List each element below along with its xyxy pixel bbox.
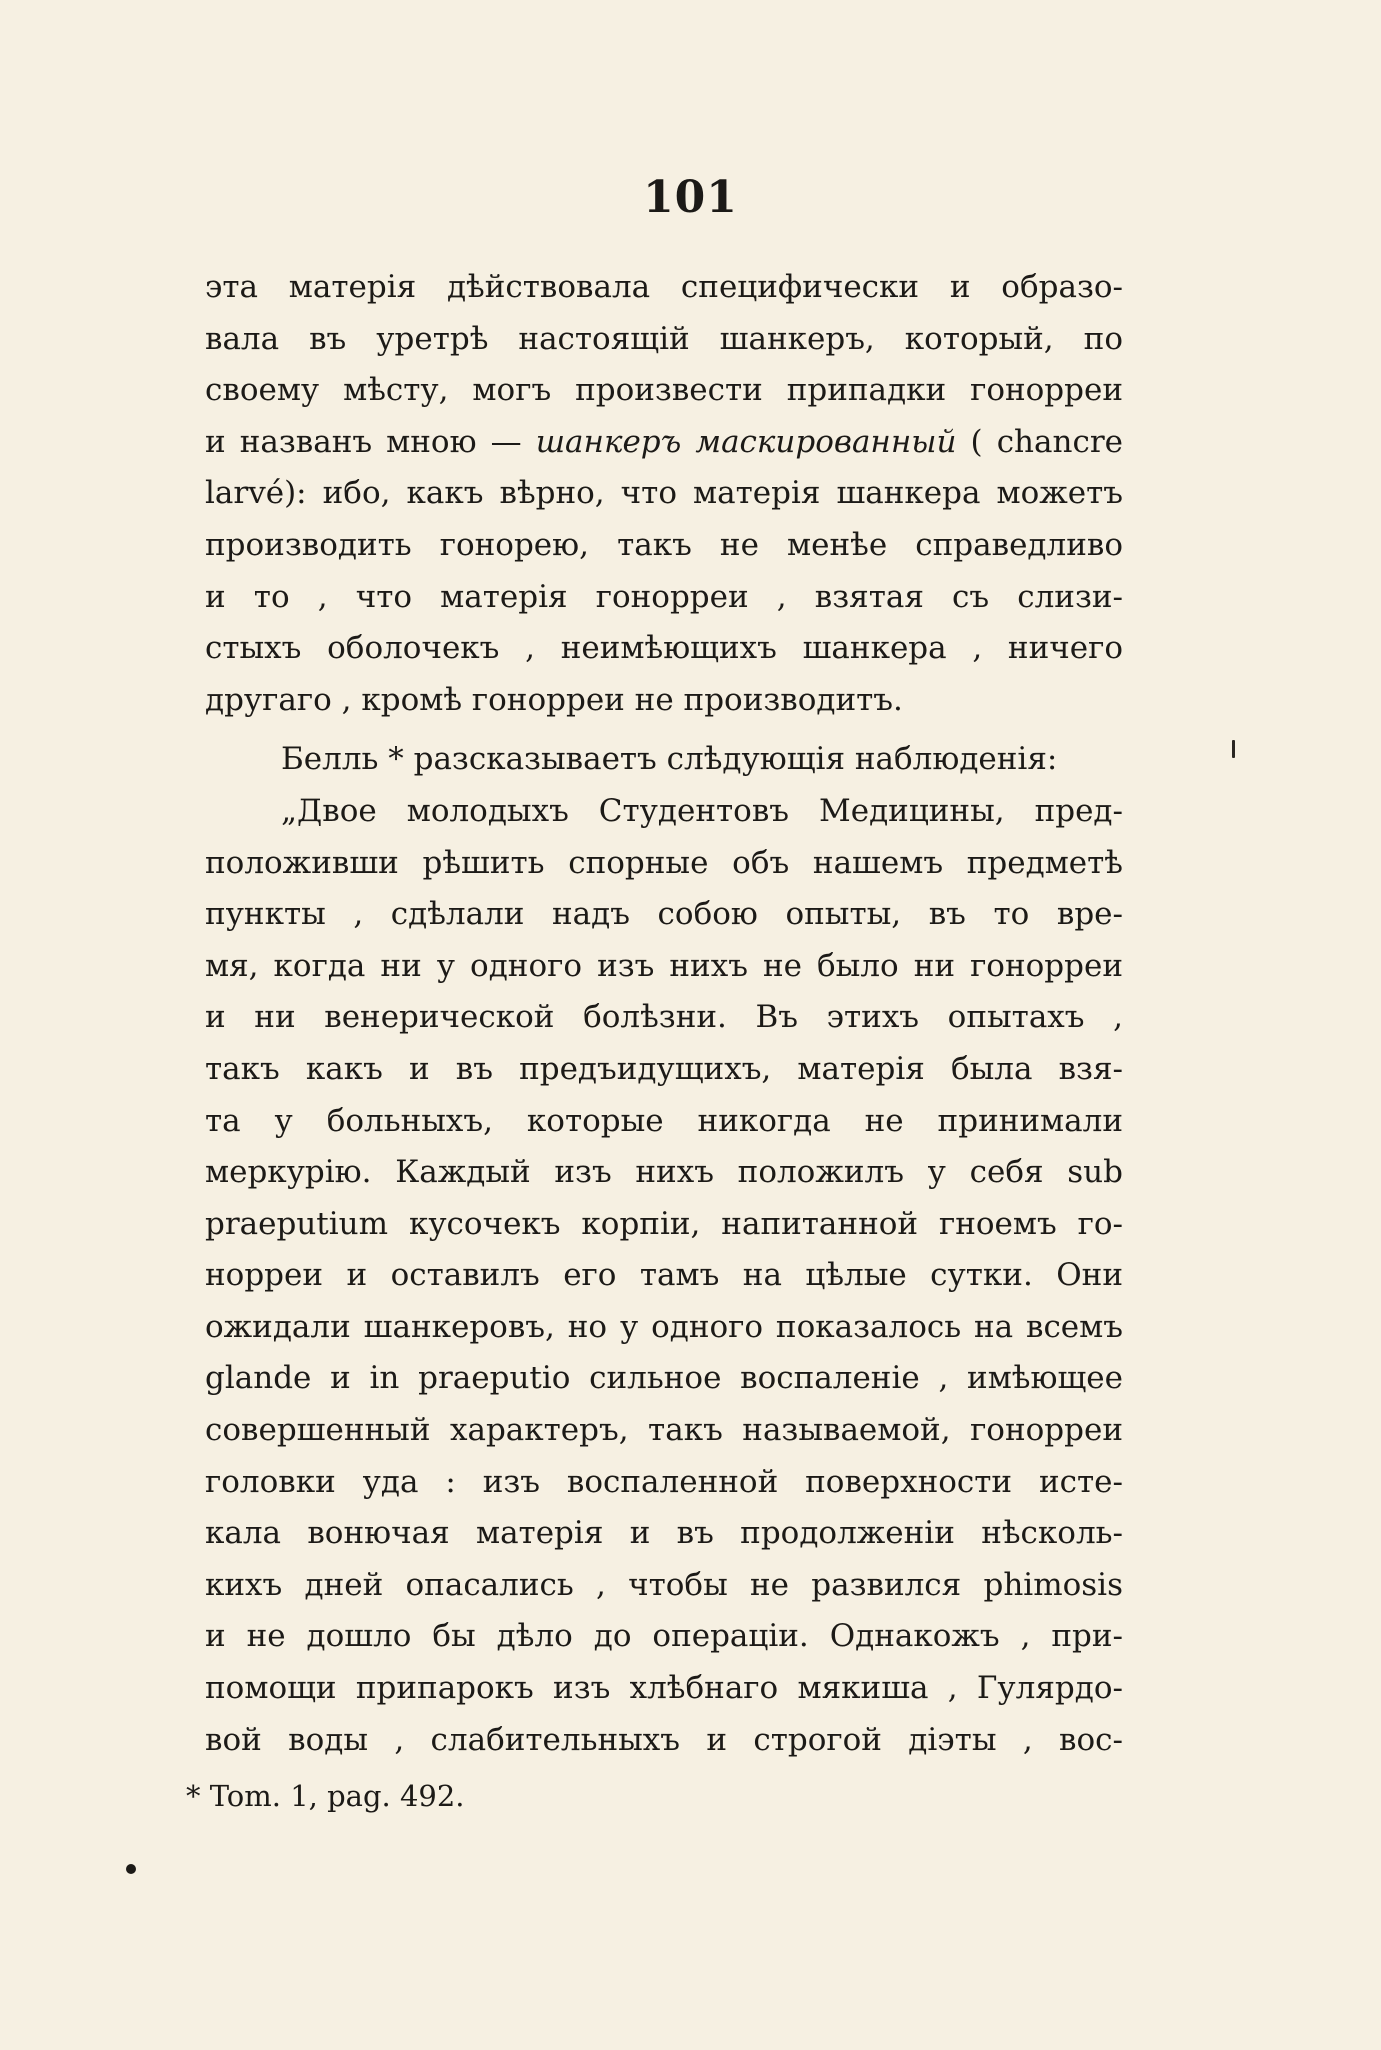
text-line-7: и то , что матерія гонорреи , взятая съ слизи- — [205, 578, 1123, 615]
text-line-10: Белль * разсказываетъ слѣдующія наблюденія: — [281, 741, 1058, 778]
text-line-12: положивши рѣшить спорные объ нашемъ предметѣ — [205, 844, 1123, 881]
text-line-2: вала въ уретрѣ настоящій шанкеръ, который, по — [205, 320, 1123, 357]
text-line-6: производить гонорею, такъ не менѣе справедливо — [205, 526, 1123, 563]
margin-mark — [1232, 740, 1235, 758]
page-number: 101 — [643, 172, 738, 223]
text-line-26: кихъ дней опасались , чтобы не развился phimosis — [205, 1566, 1123, 1603]
text-line-3: своему мѣсту, могъ произвести припадки гонорреи — [205, 372, 1123, 409]
text-line-15: и ни венерической болѣзни. Въ этихъ опытахъ , — [205, 999, 1123, 1036]
text-line-19: praeputium кусочекъ корпіи, напитанной гноемъ го- — [205, 1205, 1123, 1242]
emphasis-term: шанкеръ маскированный — [535, 423, 957, 460]
text-line-21: ожидали шанкеровъ, но у одного показалось на всемъ — [205, 1308, 1123, 1345]
text-line-11: „Двое молодыхъ Студентовъ Медицины, пред- — [281, 792, 1123, 829]
text-line-14: мя, когда ни у одного изъ нихъ не было ни гонорреи — [205, 947, 1123, 984]
text-line-8: стыхъ оболочекъ , неимѣющихъ шанкера , ничего — [205, 630, 1123, 667]
text-line-13: пункты , сдѣлали надъ собою опыты, въ то вре- — [205, 896, 1123, 933]
ink-dot — [126, 1864, 136, 1874]
footnote: * Tom. 1, pag. 492. — [186, 1779, 465, 1813]
text-line-29: вой воды , слабительныхъ и строгой діэты , вос- — [205, 1721, 1123, 1758]
text-line-4-end: ( chancre — [956, 423, 1123, 460]
text-line-22: glande и in praeputio сильное воспаленіе , имѣющее — [205, 1360, 1123, 1397]
text-line-9: другаго , кромѣ гонорреи не производитъ. — [205, 681, 903, 718]
text-line-18: меркурію. Каждый изъ нихъ положилъ у себя sub — [205, 1154, 1123, 1191]
body-text — [205, 262, 1123, 1766]
text-line-1: эта матерія дѣйствовала специфически и образо- — [205, 269, 1123, 305]
text-line-24: головки уда : изъ воспаленной поверхности исте- — [205, 1463, 1123, 1500]
text-line-17: та у больныхъ, которые никогда не принимали — [205, 1102, 1123, 1139]
text-line-4-start: и названъ мною — — [205, 423, 536, 460]
text-line-27: и не дошло бы дѣло до операціи. Однакожъ , при- — [205, 1618, 1123, 1655]
text-line-23: совершенный характеръ, такъ называемой, гонорреи — [205, 1412, 1123, 1449]
text-line-4 — [205, 417, 1123, 469]
text-line-28: помощи припарокъ изъ хлѣбнаго мякиша , Гулярдо- — [205, 1670, 1123, 1707]
text-line-25: кала вонючая матерія и въ продолженіи нѣсколь- — [205, 1515, 1123, 1552]
text-line-20: норреи и оставилъ его тамъ на цѣлые сутки. Они — [205, 1257, 1123, 1294]
text-line-5: larvé): ибо, какъ вѣрно, что матерія шанкера можетъ — [205, 475, 1123, 512]
text-line-16: такъ какъ и въ предъидущихъ, матерія была взя- — [205, 1050, 1123, 1087]
